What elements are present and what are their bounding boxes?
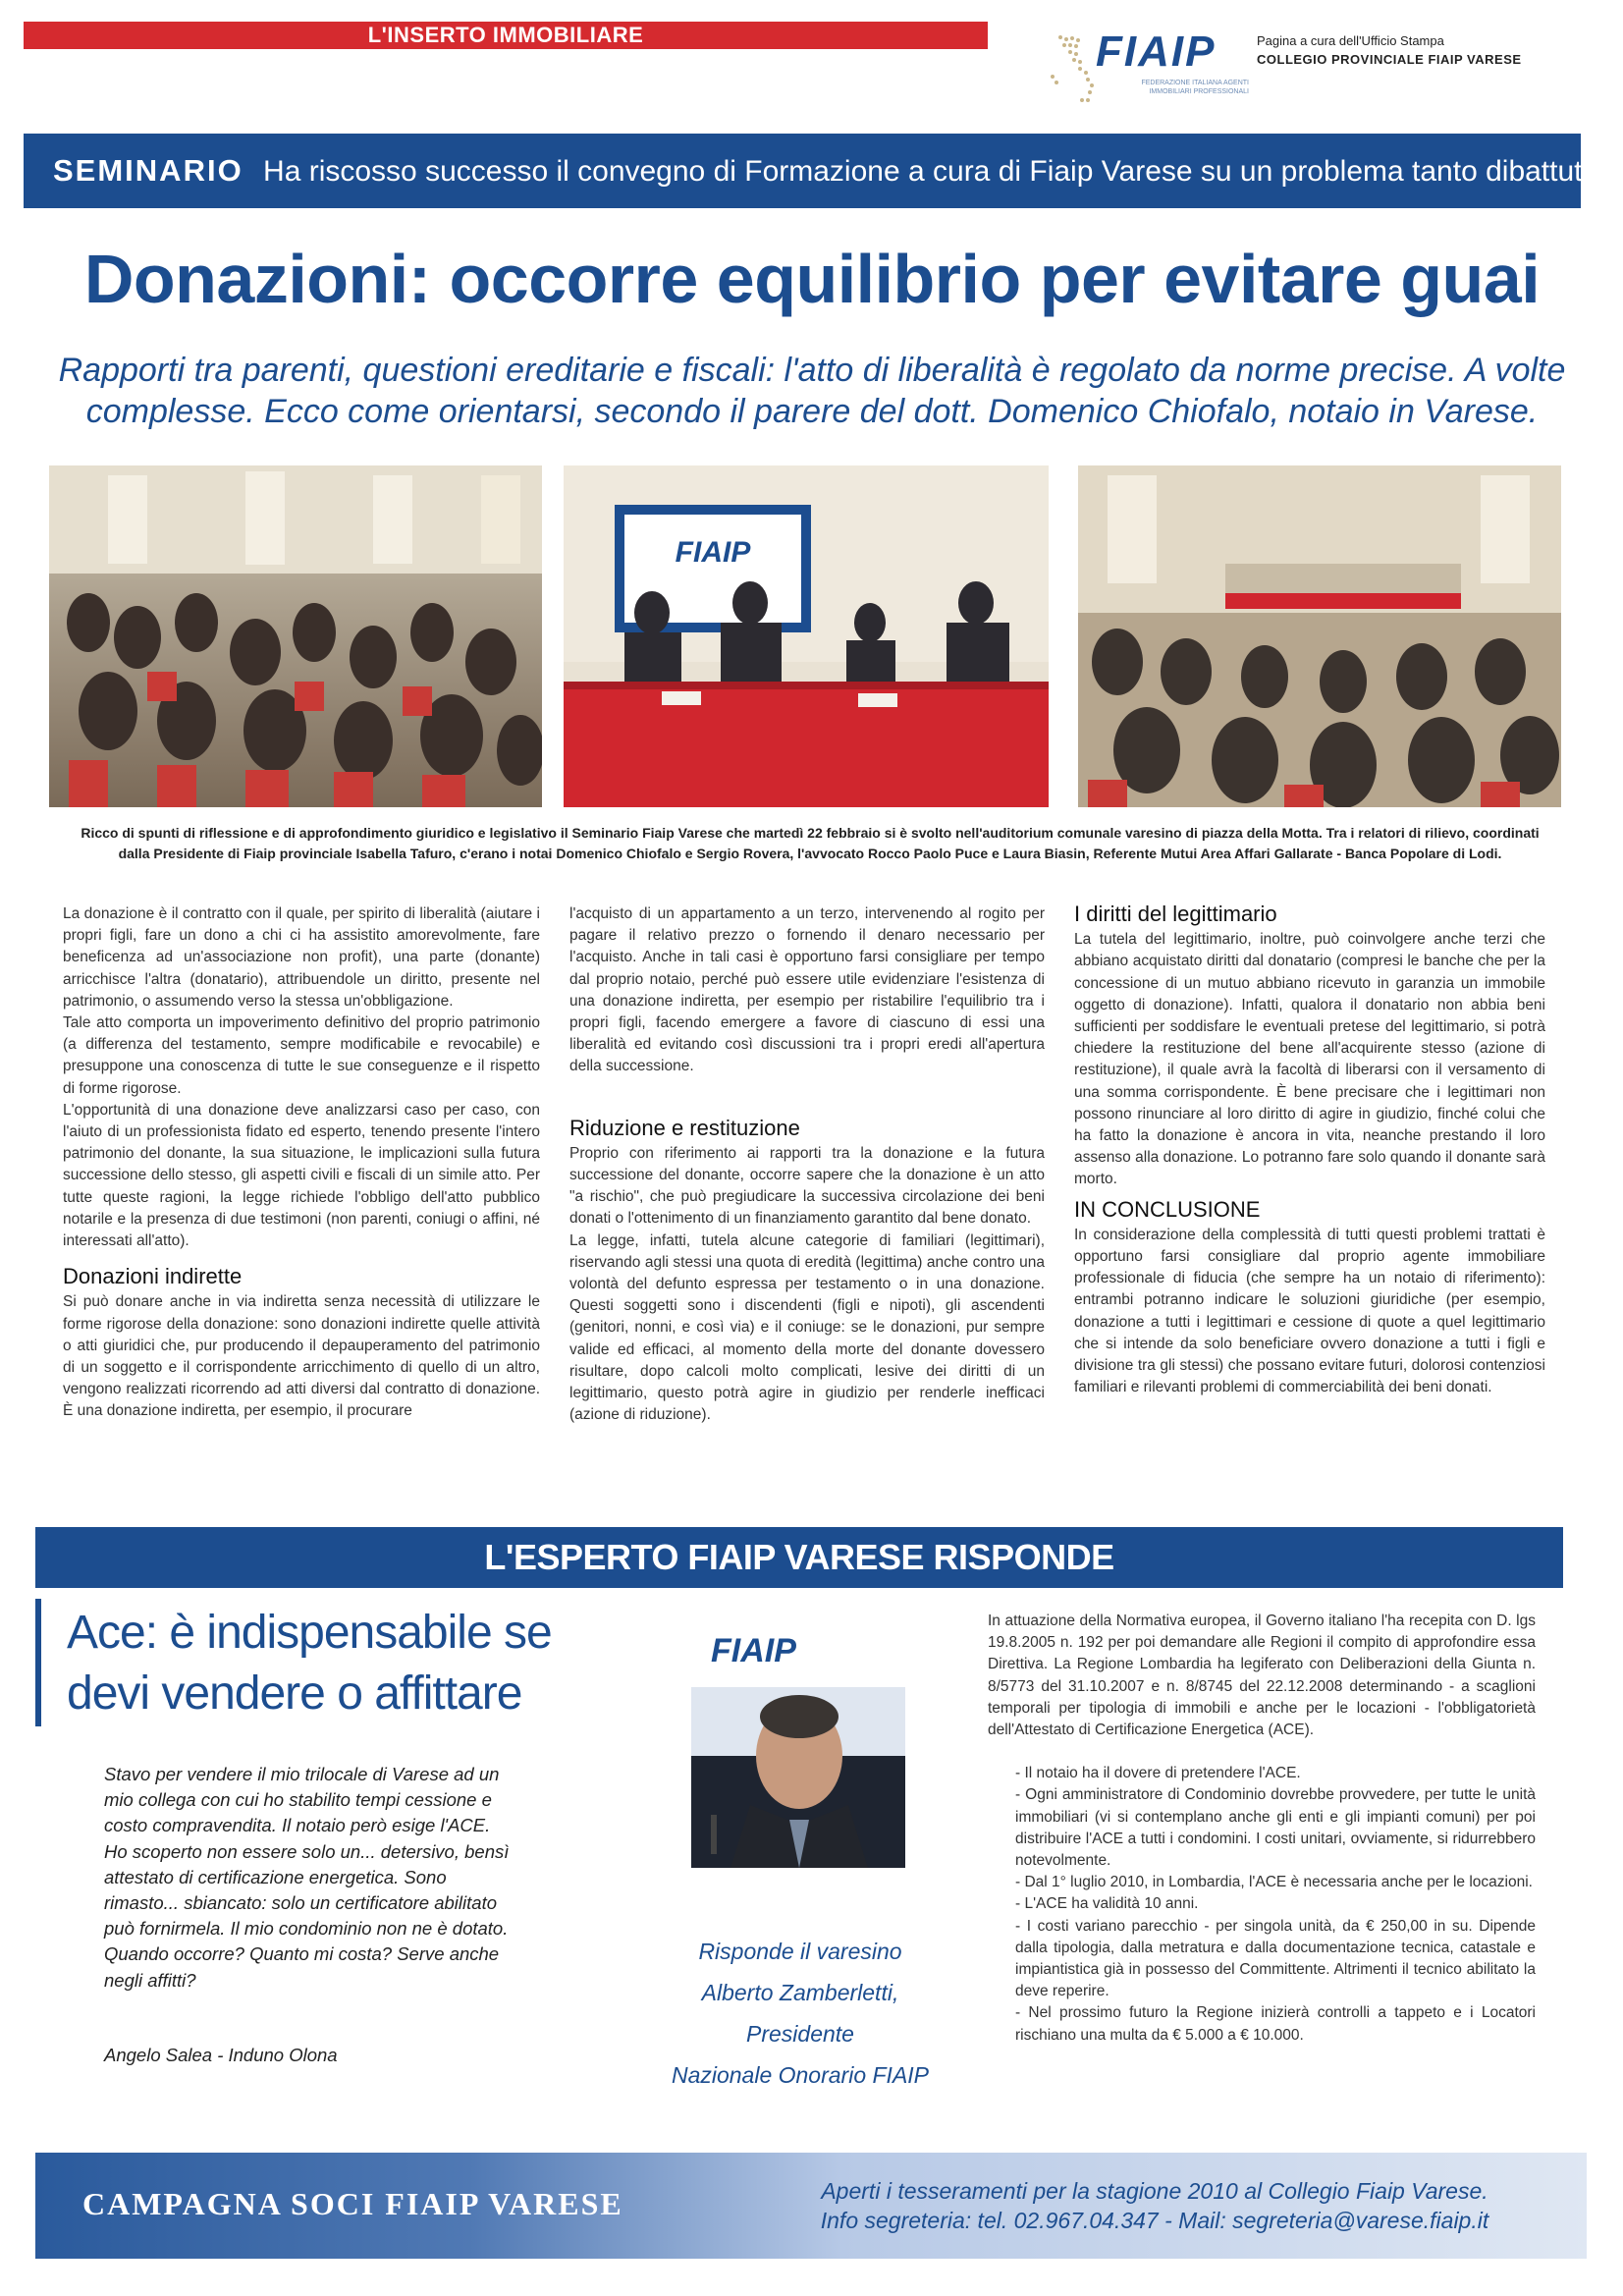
answer-item: - L'ACE ha validità 10 anni.: [1015, 1895, 1199, 1913]
membership-campaign-banner: [35, 2153, 1587, 2259]
paragraph: In considerazione della complessità di tutti questi problemi trattati è opportuno farsi consigliare dal proprio agente immobiliare professionale di fiducia (che sempre ha un notaio di riferimento): entrambi potranno indicare le soluzioni giuridiche (per esempio, donazione a tutti i legittimari e cessione di quote a quel legittimario che si intende da solo beneficiare ovvero donazione a tutti i figli e divisione tra gli stessi) che possano evitare futuri, dolorosi contenziosi familiari e rilevanti problemi di commerciabilità dei beni donati.: [1074, 1226, 1545, 1396]
ace-accent-bar: [35, 1599, 41, 1726]
publisher-info: [1257, 31, 1591, 69]
seminario-band: [24, 134, 1599, 208]
responder-line-2: Alberto Zamberletti,: [701, 1980, 899, 2005]
section-label: L'INSERTO IMMOBILIARE: [367, 23, 644, 47]
answer-item: - Il notaio ha il dovere di pretendere l'ACE.: [1015, 1765, 1301, 1782]
photo-hall: [1078, 465, 1561, 807]
article-title: Donazioni: occorre equilibrio per evitare guai: [83, 241, 1541, 317]
campaign-title: CAMPAGNA SOCI FIAIP VARESE: [82, 2186, 623, 2221]
photo-audience: [49, 465, 542, 807]
paragraph: Tale atto comporta un impoverimento definitivo del proprio patrimonio (a differenza del testamento, sempre modificabile e revocabile) e presuppone una conoscenza di tutte le sue conseguenze e il rispetto di forme rigorose.: [63, 1014, 540, 1097]
ace-title: [67, 1603, 617, 1724]
seminario-tag: SEMINARIO: [53, 153, 243, 188]
paragraph: L'opportunità di una donazione deve analizzarsi caso per caso, con l'aiuto di un professionista fidato ed esperto, tenendo presente l'intero patrimonio del donante, la sua situazione, le implicazioni sulla futura successione dello stesso, gli aspetti civili e fiscali di un simile atto. Per tutte queste ragioni, la legge richiede l'obbligo dell'atto pubblico notarile e la presenza di due testimoni (non parenti, coniugi o affini, né interessati all'atto).: [63, 1101, 540, 1250]
responder-line-1: Risponde il varesino: [698, 1939, 902, 1964]
seminario-text: Ha riscosso successo il convegno di Formazione a cura di Fiaip Varese su un problema tanto dibattuto: [263, 155, 1599, 188]
publisher-line-2: COLLEGIO PROVINCIALE FIAIP VARESE: [1257, 52, 1522, 67]
responder-credit: [628, 1931, 972, 2096]
section-heading: Riduzione e restituzione: [569, 1115, 800, 1140]
logo-wordmark: FIAIP: [1096, 27, 1217, 76]
answer-item: - Nel prossimo futuro la Regione inizierà controlli a tappeto e i Locatori rischiano una multa da € 5.000 a € 10.000.: [1015, 2004, 1536, 2044]
portrait-photo: [691, 1618, 905, 1868]
campaign-info: [742, 2176, 1567, 2235]
esperto-band: [35, 1527, 1563, 1588]
portrait-logo-text: FIAIP: [711, 1632, 796, 1669]
section-heading: Donazioni indirette: [63, 1264, 243, 1289]
campaign-contact[interactable]: Info segreteria: tel. 02.967.04.347 - Mail: segreteria@varese.fiaip.it: [820, 2208, 1489, 2233]
paragraph: l'acquisto di un appartamento a un terzo, intervenendo al rogito per pagare il relativo prezzo o fornendo il denaro necessario per l'acquisto. Anche in tali casi è opportuno farsi consigliare per tempo dal proprio notaio, perché può essere utile evidenziare l'esistenza di una donazione indiretta, per esempio per ristabilire l'equilibrio tra i propri figli, facendo emergere a favore di ciascuno di essi una liberalità ed evitando così discussioni tra i propri eredi all'apertura della successione.: [569, 905, 1045, 1075]
photo-banner-text: FIAIP: [675, 536, 751, 569]
paragraph: Proprio con riferimento ai rapporti tra la donazione e la futura successione del donante, occorre sapere che la donazione è un atto "a rischio", che può pregiudicare la successiva circolazione dei beni donati o l'ottenimento di un finanziamento garantito dal bene donato.: [569, 1144, 1045, 1228]
paragraph: La tutela del legittimario, inoltre, può coinvolgere anche terzi che abbiano acquistato diritti dal donatario (compresi le banche che per la concessione di un mutuo abbiano ricevuto in garanzia un immobile oggetto di donazione). Infatti, qualora il donatario non abbia beni sufficienti per soddisfare le eventuali pretese del legittimario, si potrà chiedere la restituzione del bene all'acquirente stesso (azione di restituzione), il quale avrà la facoltà di liberarsi con il versamento di una somma corrispondente. È bene precisare che i legittimari non possono rinunciare al loro diritto di agire in giudizio, finché colui che ha fatto la donazione è ancora in vita, neanche prestando il loro assenso alla donazione. Lo potranno fare solo quando il donante sarà morto.: [1074, 931, 1545, 1188]
photo-caption: Ricco di spunti di riflessione e di approfondimento giuridico e legislativo il Seminario Fiaip Varese che martedì 22 febbraio si è svolto nell'auditorium comunale varesino di piazza della Motta. Tra i relatori di rilievo, coordinati dalla Presidente di Fiaip provinciale Isabella Tafuro, c'erano i notai Domenico Chiofalo e Sergio Rovera, l'avvocato Rocco Paolo Puce e Laura Biasin, Referente Mutui Area Affari Gallarate - Banca Popolare di Lodi.: [81, 825, 1540, 861]
fiaip-logo: [1043, 18, 1249, 112]
italy-map-icon: [1043, 29, 1102, 108]
section-heading: IN CONCLUSIONE: [1074, 1196, 1261, 1222]
section-heading: I diritti del legittimario: [1074, 902, 1277, 926]
ace-title-line-1: Ace: è indispensabile se: [67, 1607, 552, 1659]
esperto-band-title: L'ESPERTO FIAIP VARESE RISPONDE: [484, 1537, 1114, 1577]
campaign-line-1: Aperti i tesseramenti per la stagione 2010 al Collegio Fiaip Varese.: [821, 2178, 1488, 2204]
responder-line-3: Presidente: [746, 2021, 854, 2047]
answer-list: [1015, 1763, 1536, 2047]
answer-item: - I costi variano parecchio - per singola unità, da € 250,00 in su. Dipende dalla tipologia, dalla metratura e dalla documentazione tecnica, catastale e impiantistica già in possesso del Committente. Altrimenti il tecnico abilitato la deve reperire.: [1015, 1917, 1536, 2000]
responder-line-4: Nazionale Onorario FIAIP: [671, 2062, 930, 2088]
answer-item: - Ogni amministratore di Condominio dovrebbe provvedere, per tutte le unità immobiliari (vi si contemplano anche gli enti e gli impianti comuni) per poi distribuire l'ACE a tutti i condomini. I costi unitari, ovviamente, si ridurrebbero notevolmente.: [1015, 1786, 1536, 1870]
paragraph: Si può donare anche in via indiretta senza necessità di utilizzare le forme rigorose della donazione: sono donazioni indirette quelle attività o atti giuridici che, pur producendo il depauperamento del patrimonio di un soggetto e il corrispondente arricchimento di quello di un altro, vengono realizzati ricorrendo ad atti diversi dal contratto di donazione. È una donazione indiretta, per esempio, il procurare: [63, 1293, 540, 1420]
logo-subtitle: FEDERAZIONE ITALIANA AGENTI IMMOBILIARI PROFESSIONALI: [1141, 80, 1249, 95]
expert-answer: [988, 1611, 1536, 2047]
section-label-bar: [24, 22, 988, 49]
paragraph: La legge, infatti, tutela alcune categorie di familiari (legittimari), riservando agli stessi una quota di eredità (legittima) anche contro una volontà del defunto espressa per testamento o in una donazione. Questi soggetti sono i discendenti (figli e nipoti), gli ascendenti (genitori, nonni, e così via) e il coniuge: se le donazioni, pur sempre valide ed efficaci, al momento della morte del donante dovessero risultare, dopo calcoli molto complicati, lesive dei diritti di un legittimario, questo potrà agire in giudizio per renderle inefficaci (azione di riduzione).: [569, 1231, 1045, 1424]
article-column-1: [63, 903, 540, 1423]
reader-letter: Stavo per vendere il mio trilocale di Varese ad un mio collega con cui ho stabilito tempi cessione e costo compravendita. Il notaio però esige l'ACE. Ho scoperto non essere solo un... detersivo, bensì attestato di certificazione energetica. Sono rimasto... sbiancato: solo un certificatore abilitato può fornirmela. Il mio condominio non ne è dotato. Quando occorre? Quanto mi costa? Serve anche negli affitti?: [104, 1764, 510, 1991]
paragraph: La donazione è il contratto con il quale, per spirito di liberalità (aiutare i propri figli, fare un dono a chi ci ha assistito amorevolmente, fare beneficenza ad un'associazione non profit), una parte (donante) arricchisce l'altra (donatario), attribuendole un diritto, presente nel patrimonio, o assumendo verso la stessa un'obbligazione.: [63, 905, 540, 1010]
answer-item: - Dal 1° luglio 2010, in Lombardia, l'ACE è necessaria anche per le locazioni.: [1015, 1874, 1533, 1891]
letter-signature: Angelo Salea - Induno Olona: [104, 2045, 338, 2065]
photo-speakers: [564, 465, 1049, 807]
article-subtitle: Rapporti tra parenti, questioni ereditarie e fiscali: l'atto di liberalità è regolato da norme precise. A volte complesse. Ecco come orientarsi, secondo il parere del dott. Domenico Chiofalo, notaio in Varese.: [58, 352, 1566, 430]
article-column-2: [569, 903, 1045, 1426]
answer-intro: In attuazione della Normativa europea, il Governo italiano l'ha recepita con D. lgs 19.8.2005 n. 192 per poi demandare alle Regioni il compito di approfondire essa Direttiva. La Regione Lombardia ha legiferato con Deliberazioni della Giunta n. 8/5773 del 31.10.2007 e n. 8/8745 del 22.12.2008 determinando - a scaglioni temporali per tipologia di immobili e anche per le locazioni - l'obbligatorietà dell'Attestato di Certificazione Energetica (ACE).: [988, 1613, 1536, 1739]
publisher-line-1: Pagina a cura dell'Ufficio Stampa: [1257, 33, 1444, 48]
article-column-3: [1074, 903, 1545, 1398]
ace-title-line-2: devi vendere o affittare: [67, 1667, 522, 1720]
